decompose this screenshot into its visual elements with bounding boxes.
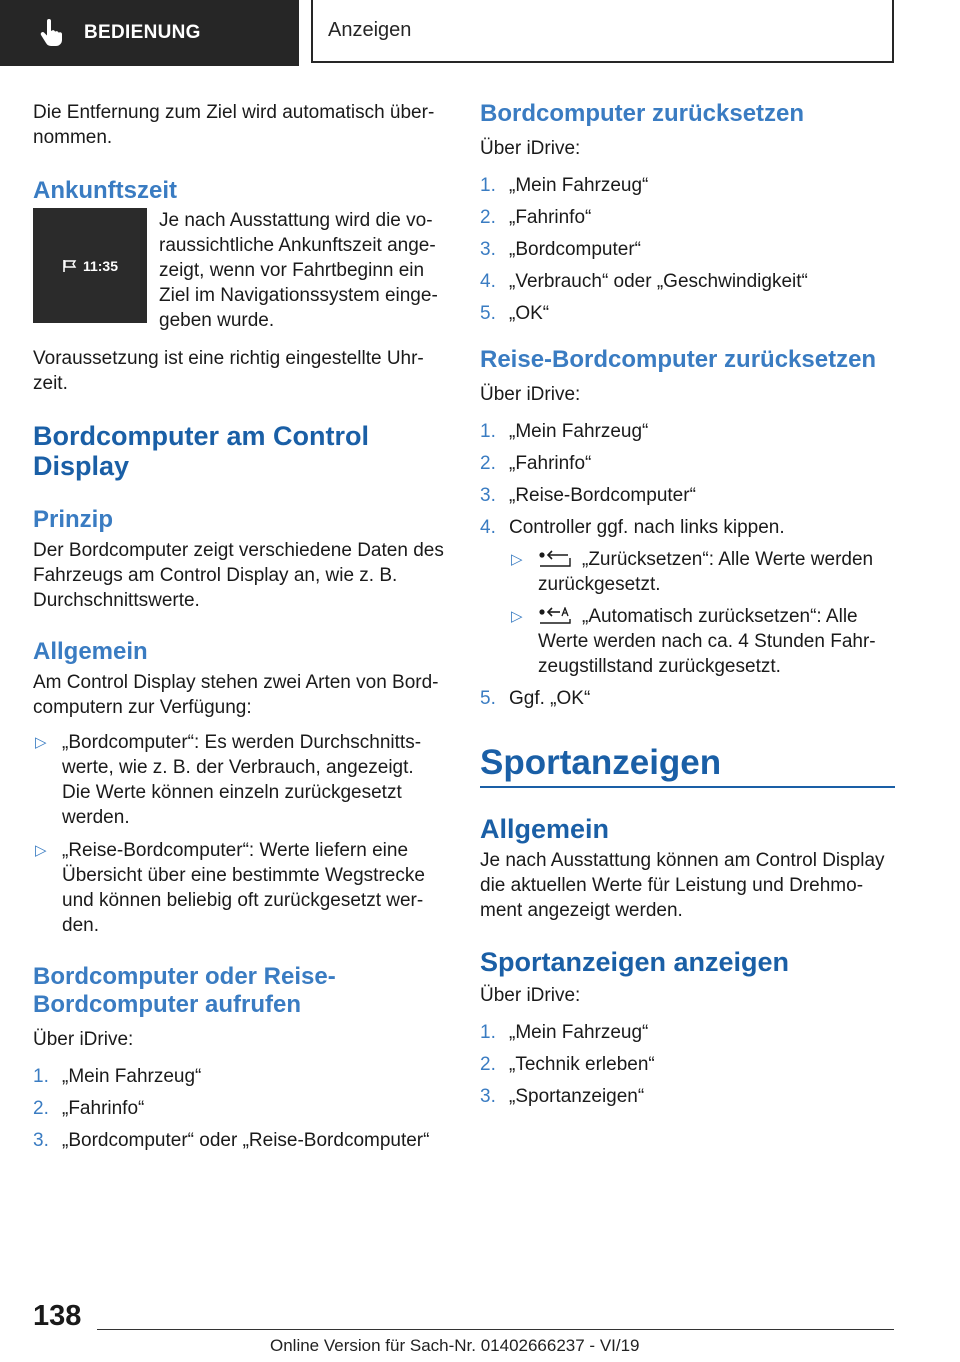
footer-text: Online Version für Sach-Nr. 01402666237 - VI/19 xyxy=(270,1336,640,1355)
section-header xyxy=(311,0,894,63)
sport-show-via: Über iDrive: xyxy=(480,985,581,1006)
list-item: 5. Ggf. „OK“ xyxy=(480,688,591,709)
list-item: 3. „Sportanzeigen“ xyxy=(480,1086,645,1107)
requirement-text: Voraussetzung ist eine richtig eingestellte Uhr-zeit. xyxy=(33,348,424,394)
footer-divider xyxy=(97,1329,894,1330)
principle-heading: Prinzip xyxy=(33,506,114,533)
page-number: 138 xyxy=(33,1300,82,1332)
chapter-tab xyxy=(0,0,299,66)
triangle-bullet-icon: ▷ xyxy=(35,734,47,751)
list-item: 2. „Fahrinfo“ xyxy=(480,453,592,474)
hand-pointer-icon xyxy=(38,19,64,47)
sport-steps xyxy=(480,1020,895,1109)
flag-icon xyxy=(62,259,78,273)
bc-heading: Bordcomputer am Control Display xyxy=(33,421,370,481)
list-item: ▷ „Zurücksetzen“: Alle Werte werden zurückgesetzt. xyxy=(511,549,874,595)
bc-types-list xyxy=(33,730,447,938)
list-item: 4. „Verbrauch“ oder „Geschwindigkeit“ xyxy=(480,271,808,292)
general-text: Am Control Display stehen zwei Arten von Bord-computern zur Verfügung: xyxy=(33,672,439,718)
reset-arrow-icon xyxy=(538,550,572,568)
triangle-bullet-icon: ▷ xyxy=(35,842,47,859)
sport-general-heading: Allgemein xyxy=(480,814,610,844)
list-item: 3. „Bordcomputer“ xyxy=(480,239,641,260)
list-item: ▷ „Reise-Bordcomputer“: Werte liefern eine Übersicht über eine bestimmte Wegstrecke und können beliebig oft zurückgesetzt wer-den. xyxy=(35,840,425,936)
principle-text: Der Bordcomputer zeigt verschiedene Daten des Fahrzeugs am Control Display an, wie z. B. Durchschnittswerte. xyxy=(33,540,444,611)
right-column xyxy=(480,100,895,1116)
section-title: Anzeigen xyxy=(328,19,412,41)
intro-text: Die Entfernung zum Ziel wird automatisch über-nommen. xyxy=(33,102,435,148)
reset-trip-last-step xyxy=(480,686,895,711)
sport-show-heading: Sportanzeigen anzeigen xyxy=(480,947,790,977)
list-item: 3. „Bordcomputer“ oder „Reise-Bordcomputer“ xyxy=(33,1130,430,1151)
list-item: 1. „Mein Fahrzeug“ xyxy=(480,175,649,196)
general-heading: Allgemein xyxy=(33,638,148,665)
reset-bc-via: Über iDrive: xyxy=(480,138,581,159)
open-steps xyxy=(33,1064,447,1153)
list-item: 2. „Technik erleben“ xyxy=(480,1054,655,1075)
triangle-bullet-icon: ▷ xyxy=(511,608,523,625)
reset-trip-heading: Reise-Bordcomputer zurücksetzen xyxy=(480,346,877,373)
arrival-clock: 11:35 xyxy=(82,257,119,274)
open-via: Über iDrive: xyxy=(33,1029,134,1050)
reset-bc-steps xyxy=(480,173,895,326)
open-heading: Bordcomputer oder Reise-Bordcomputer aufrufen xyxy=(33,963,336,1018)
list-item: 1. „Mein Fahrzeug“ xyxy=(480,1022,649,1043)
sport-heading: Sportanzeigen xyxy=(480,743,895,788)
list-item: 5. „OK“ xyxy=(480,303,550,324)
list-item: 1. „Mein Fahrzeug“ xyxy=(33,1066,202,1087)
auto-reset-icon xyxy=(538,607,572,625)
list-item: 2. „Fahrinfo“ xyxy=(480,207,592,228)
reset-options-list xyxy=(509,547,895,679)
list-item: 1. „Mein Fahrzeug“ xyxy=(480,421,649,442)
list-item: 3. „Reise-Bordcomputer“ xyxy=(480,485,696,506)
reset-bc-heading: Bordcomputer zurücksetzen xyxy=(480,100,805,127)
reset-trip-via: Über iDrive: xyxy=(480,384,581,405)
arrival-time-display xyxy=(33,208,147,323)
list-item: 4. Controller ggf. nach links kippen. xyxy=(480,517,785,538)
left-column xyxy=(33,100,447,1160)
list-item: ▷ „Bordcomputer“: Es werden Durchschnitts-werte, wie z. B. der Verbrauch, angezeigt. Die Werte können einzeln zurückgesetzt werden. xyxy=(35,732,422,828)
list-item: ▷ „Automatisch zurücksetzen“: Alle Werte werden nach ca. 4 Stunden Fahr-zeugstillstand zurückgesetzt. xyxy=(511,606,876,677)
arrival-text: Je nach Ausstattung wird die vo-raussichtliche Ankunftszeit ange-zeigt, wenn vor Fahrtbeginn ein Ziel im Navigationssystem einge-geben wurde. xyxy=(159,210,438,331)
arrival-block xyxy=(33,208,447,333)
triangle-bullet-icon: ▷ xyxy=(511,551,523,568)
reset-trip-steps xyxy=(480,419,895,540)
sport-general-text: Je nach Ausstattung können am Control Display die aktuellen Werte für Leistung und Drehmo-ment angezeigt werden. xyxy=(480,850,885,921)
chapter-label: BEDIENUNG xyxy=(84,22,201,43)
list-item: 2. „Fahrinfo“ xyxy=(33,1098,145,1119)
arrival-heading: Ankunftszeit xyxy=(33,177,177,204)
